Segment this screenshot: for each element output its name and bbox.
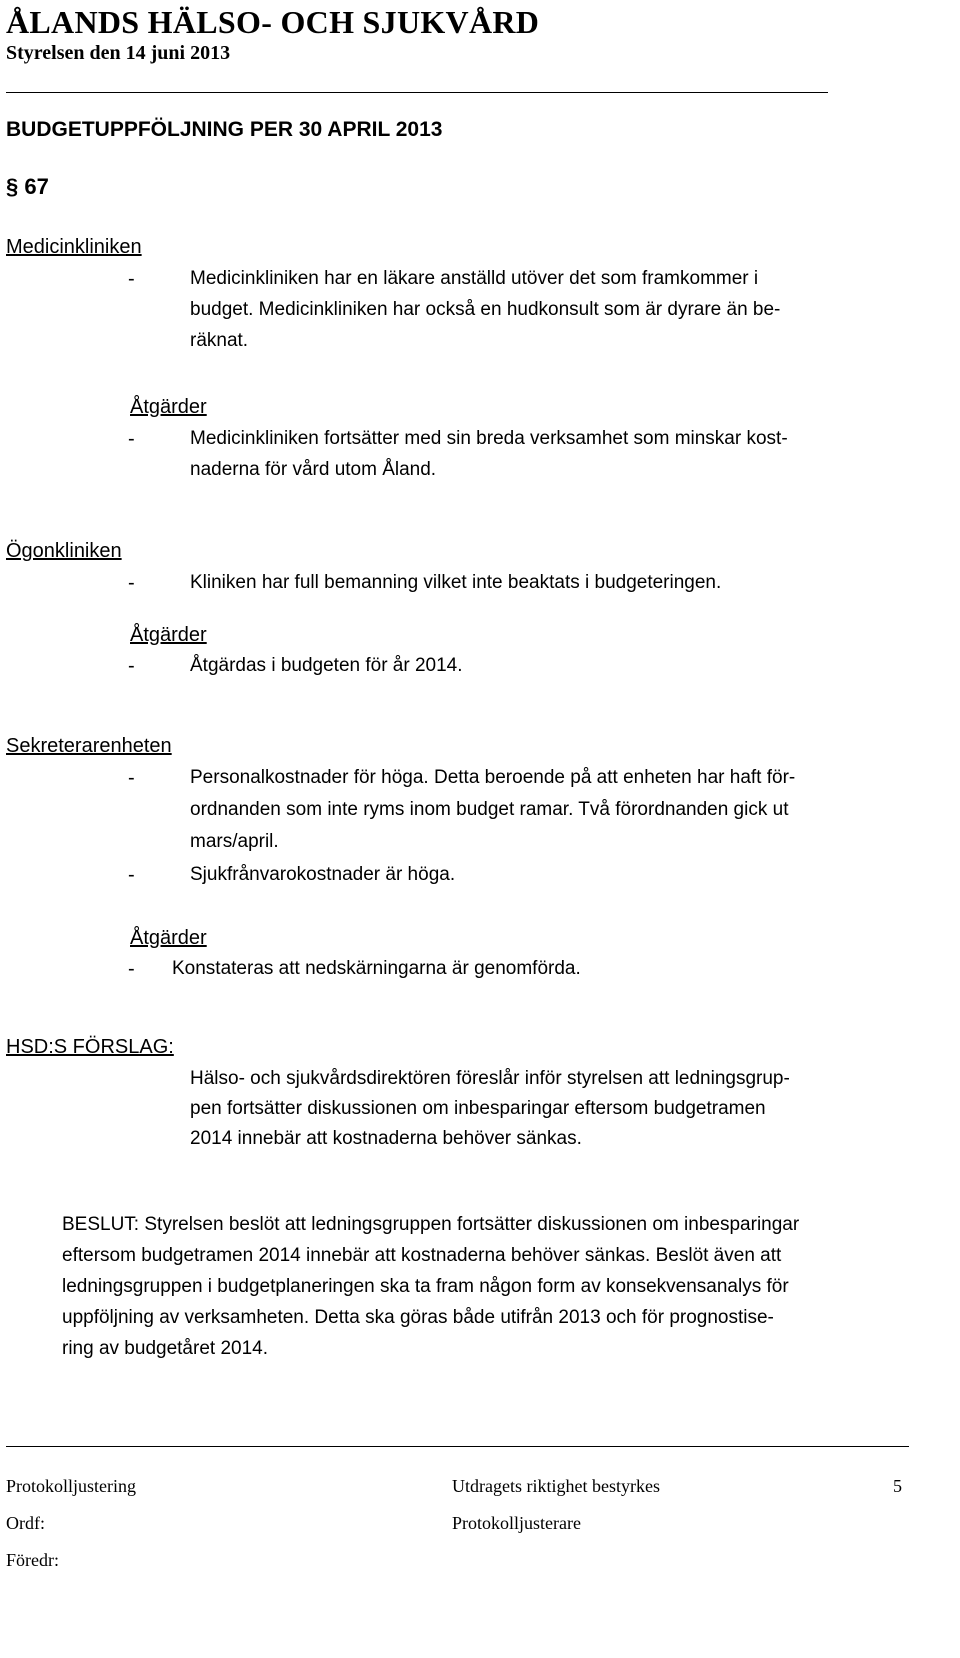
- bullet-dash: -: [128, 767, 135, 789]
- bullet-dash: -: [128, 268, 135, 290]
- document-title: BUDGETUPPFÖLJNING PER 30 APRIL 2013: [6, 118, 443, 141]
- action-heading: Åtgärder: [130, 396, 207, 418]
- section-heading-ogonkliniken: Ögonkliniken: [6, 540, 122, 562]
- bullet-line: Sjukfrånvarokostnader är höga.: [190, 864, 456, 885]
- footer-rule: [6, 1446, 909, 1447]
- action-heading: Åtgärder: [130, 927, 207, 949]
- footer-protokolljustering: Protokolljustering: [6, 1476, 136, 1496]
- bullet-line: ordnanden som inte ryms inom budget ramar. Två förordnanden gick ut: [190, 799, 789, 820]
- bullet-line: räknat.: [190, 330, 249, 351]
- decision-line: BESLUT: Styrelsen beslöt att ledningsgruppen fortsätter diskussionen om inbesparingar: [62, 1214, 800, 1235]
- bullet-line: Kliniken har full bemanning vilket inte beaktats i budgeteringen.: [190, 572, 722, 593]
- footer-certification: Utdragets riktighet bestyrkes: [452, 1476, 660, 1496]
- paragraph-number: § 67: [6, 174, 49, 199]
- action-heading: Åtgärder: [130, 624, 207, 646]
- bullet-dash: -: [128, 572, 135, 594]
- organization-title: ÅLANDS HÄLSO- OCH SJUKVÅRD: [6, 4, 540, 40]
- bullet-line: Personalkostnader för höga. Detta beroende på att enheten har haft för-: [190, 767, 796, 788]
- decision-line: eftersom budgetramen 2014 innebär att kostnaderna behöver sänkas. Beslöt även att: [62, 1245, 782, 1266]
- bullet-line: mars/april.: [190, 831, 279, 852]
- meeting-subtitle: Styrelsen den 14 juni 2013: [6, 42, 231, 64]
- footer-foredr: Föredr:: [6, 1550, 59, 1570]
- proposal-line: pen fortsätter diskussionen om inbesparingar eftersom budgetramen: [190, 1098, 766, 1119]
- action-line: Konstateras att nedskärningarna är genomförda.: [172, 958, 581, 979]
- action-line: Åtgärdas i budgeten för år 2014.: [190, 655, 463, 676]
- header-rule: [6, 92, 828, 93]
- proposal-line: Hälso- och sjukvårdsdirektören föreslår inför styrelsen att ledningsgrup-: [190, 1068, 790, 1089]
- proposal-label: HSD:S FÖRSLAG:: [6, 1036, 174, 1058]
- bullet-line: budget. Medicinkliniken har också en hudkonsult som är dyrare än be-: [190, 299, 781, 320]
- footer-protokolljusterare: Protokolljusterare: [452, 1513, 581, 1533]
- proposal-line: 2014 innebär att kostnaderna behöver sänkas.: [190, 1128, 582, 1149]
- decision-line: ring av budgetåret 2014.: [62, 1338, 268, 1359]
- decision-line: uppföljning av verksamheten. Detta ska göras både utifrån 2013 och för prognostise-: [62, 1307, 774, 1328]
- bullet-line: Medicinkliniken har en läkare anställd utöver det som framkommer i: [190, 268, 759, 289]
- bullet-dash: -: [128, 864, 135, 886]
- section-heading-medicinkliniken: Medicinkliniken: [6, 236, 142, 258]
- section-heading-sekreterarenheten: Sekreterarenheten: [6, 735, 172, 757]
- action-dash: -: [128, 428, 135, 450]
- action-dash: -: [128, 958, 135, 980]
- decision-line: ledningsgruppen i budgetplaneringen ska ta fram någon form av konsekvensanalys för: [62, 1276, 789, 1297]
- action-dash: -: [128, 655, 135, 677]
- action-line: naderna för vård utom Åland.: [190, 459, 437, 480]
- page-number: 5: [893, 1476, 902, 1496]
- action-line: Medicinkliniken fortsätter med sin breda verksamhet som minskar kost-: [190, 428, 788, 449]
- footer-ordf: Ordf:: [6, 1513, 45, 1533]
